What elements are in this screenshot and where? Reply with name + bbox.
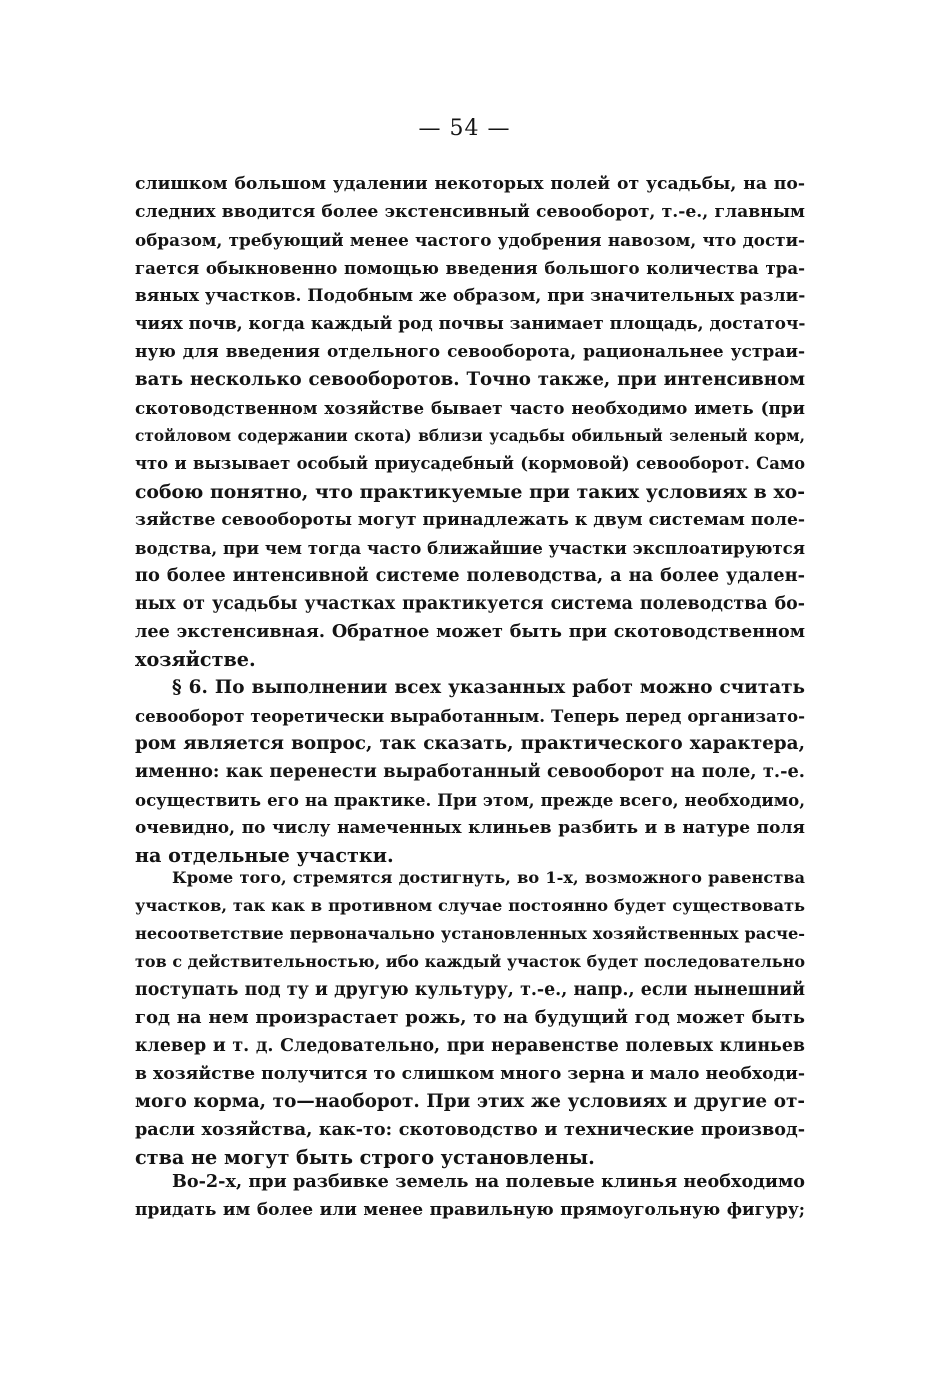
text-line: придать им более или менее правильную прямоугольную фигуру; — [135, 1200, 805, 1220]
text-line: собою понятно, что практикуемые при таких условиях в хо- — [135, 481, 805, 503]
text-line: Кроме того, стремятся достигнуть, во 1-х, возможного равенства — [172, 868, 805, 887]
text-line: участков, так как в противном случае постоянно будет существовать — [135, 896, 805, 915]
text-line: ных от усадьбы участках практикуется система полеводства бо- — [135, 594, 805, 614]
text-line: именно: как перенести выработанный севооборот на поле, т.-е. — [135, 761, 805, 782]
text-line: расли хозяйства, как-то: скотоводство и технические производ- — [135, 1119, 805, 1140]
text-line: несоответствие первоначально установленных хозяйственных расче- — [135, 924, 805, 943]
text-line: тов с действительностью, ибо каждый участок будет последовательно — [135, 952, 805, 971]
text-line: ства не могут быть строго установлены. — [135, 1146, 595, 1169]
text-line: хозяйстве. — [135, 648, 256, 671]
text-line: ную для введения отдельного севооборота, рациональнее устраи- — [135, 342, 805, 362]
text-line: клевер и т. д. Следовательно, при неравенстве полевых клиньев — [135, 1036, 805, 1056]
text-line: слишком большом удалении некоторых полей от усадьбы, на по- — [135, 174, 805, 194]
text-line: ром является вопрос, так сказать, практического характера, — [135, 733, 805, 754]
text-line: севооборот теоретически выработанным. Теперь перед организато- — [135, 706, 805, 726]
text-line: что и вызывает особый приусадебный (кормовой) севооборот. Само — [135, 454, 805, 473]
text-line: вяных участков. Подобным же образом, при значительных разли- — [135, 286, 806, 306]
text-line: гается обыкновенно помощью введения большого количества тра- — [135, 258, 805, 278]
text-line: мого корма, то—наоборот. При этих же условиях и другие от- — [135, 1091, 805, 1112]
text-line: вать несколько севооборотов. Точно также, при интенсивном — [135, 369, 805, 390]
text-line: § 6. По выполнении всех указанных работ можно считать — [172, 677, 805, 698]
text-line: следних вводится более экстенсивный севооборот, т.-е., главным — [135, 202, 805, 222]
text-line: скотоводственном хозяйстве бывает часто необходимо иметь (при — [135, 398, 805, 418]
page-number: — 54 — — [418, 116, 511, 141]
text-line: очевидно, по числу намеченных клиньев разбить и в натуре поля — [135, 818, 805, 838]
text-line: чиях почв, когда каждый род почвы занимает площадь, достаточ- — [135, 314, 806, 334]
text-line: образом, требующий менее частого удобрения навозом, что дости- — [135, 230, 805, 250]
text-line: лее экстенсивная. Обратное может быть при скотоводственном — [135, 621, 805, 642]
text-line: зяйстве севообороты могут принадлежать к двум системам поле- — [135, 510, 806, 530]
text-line: стойловом содержании скота) вблизи усадьбы обильный зеленый корм, — [135, 427, 805, 445]
text-line: Во-2-х, при разбивке земель на полевые клинья необходимо — [172, 1171, 805, 1192]
text-line: по более интенсивной системе полеводства, а на более удален- — [135, 565, 805, 586]
text-line: в хозяйстве получится то слишком много зерна и мало необходи- — [135, 1064, 805, 1084]
text-line: год на нем произрастает рожь, то на будущий год может быть — [135, 1007, 805, 1028]
text-line: на отдельные участки. — [135, 844, 394, 867]
text-line: поступать под ту и другую культуру, т.-е., напр., если нынешний — [135, 980, 805, 1000]
text-line: водства, при чем тогда часто ближайшие участки эксплоатируются — [135, 538, 805, 558]
text-line: осуществить его на практике. При этом, прежде всего, необходимо, — [135, 790, 805, 810]
